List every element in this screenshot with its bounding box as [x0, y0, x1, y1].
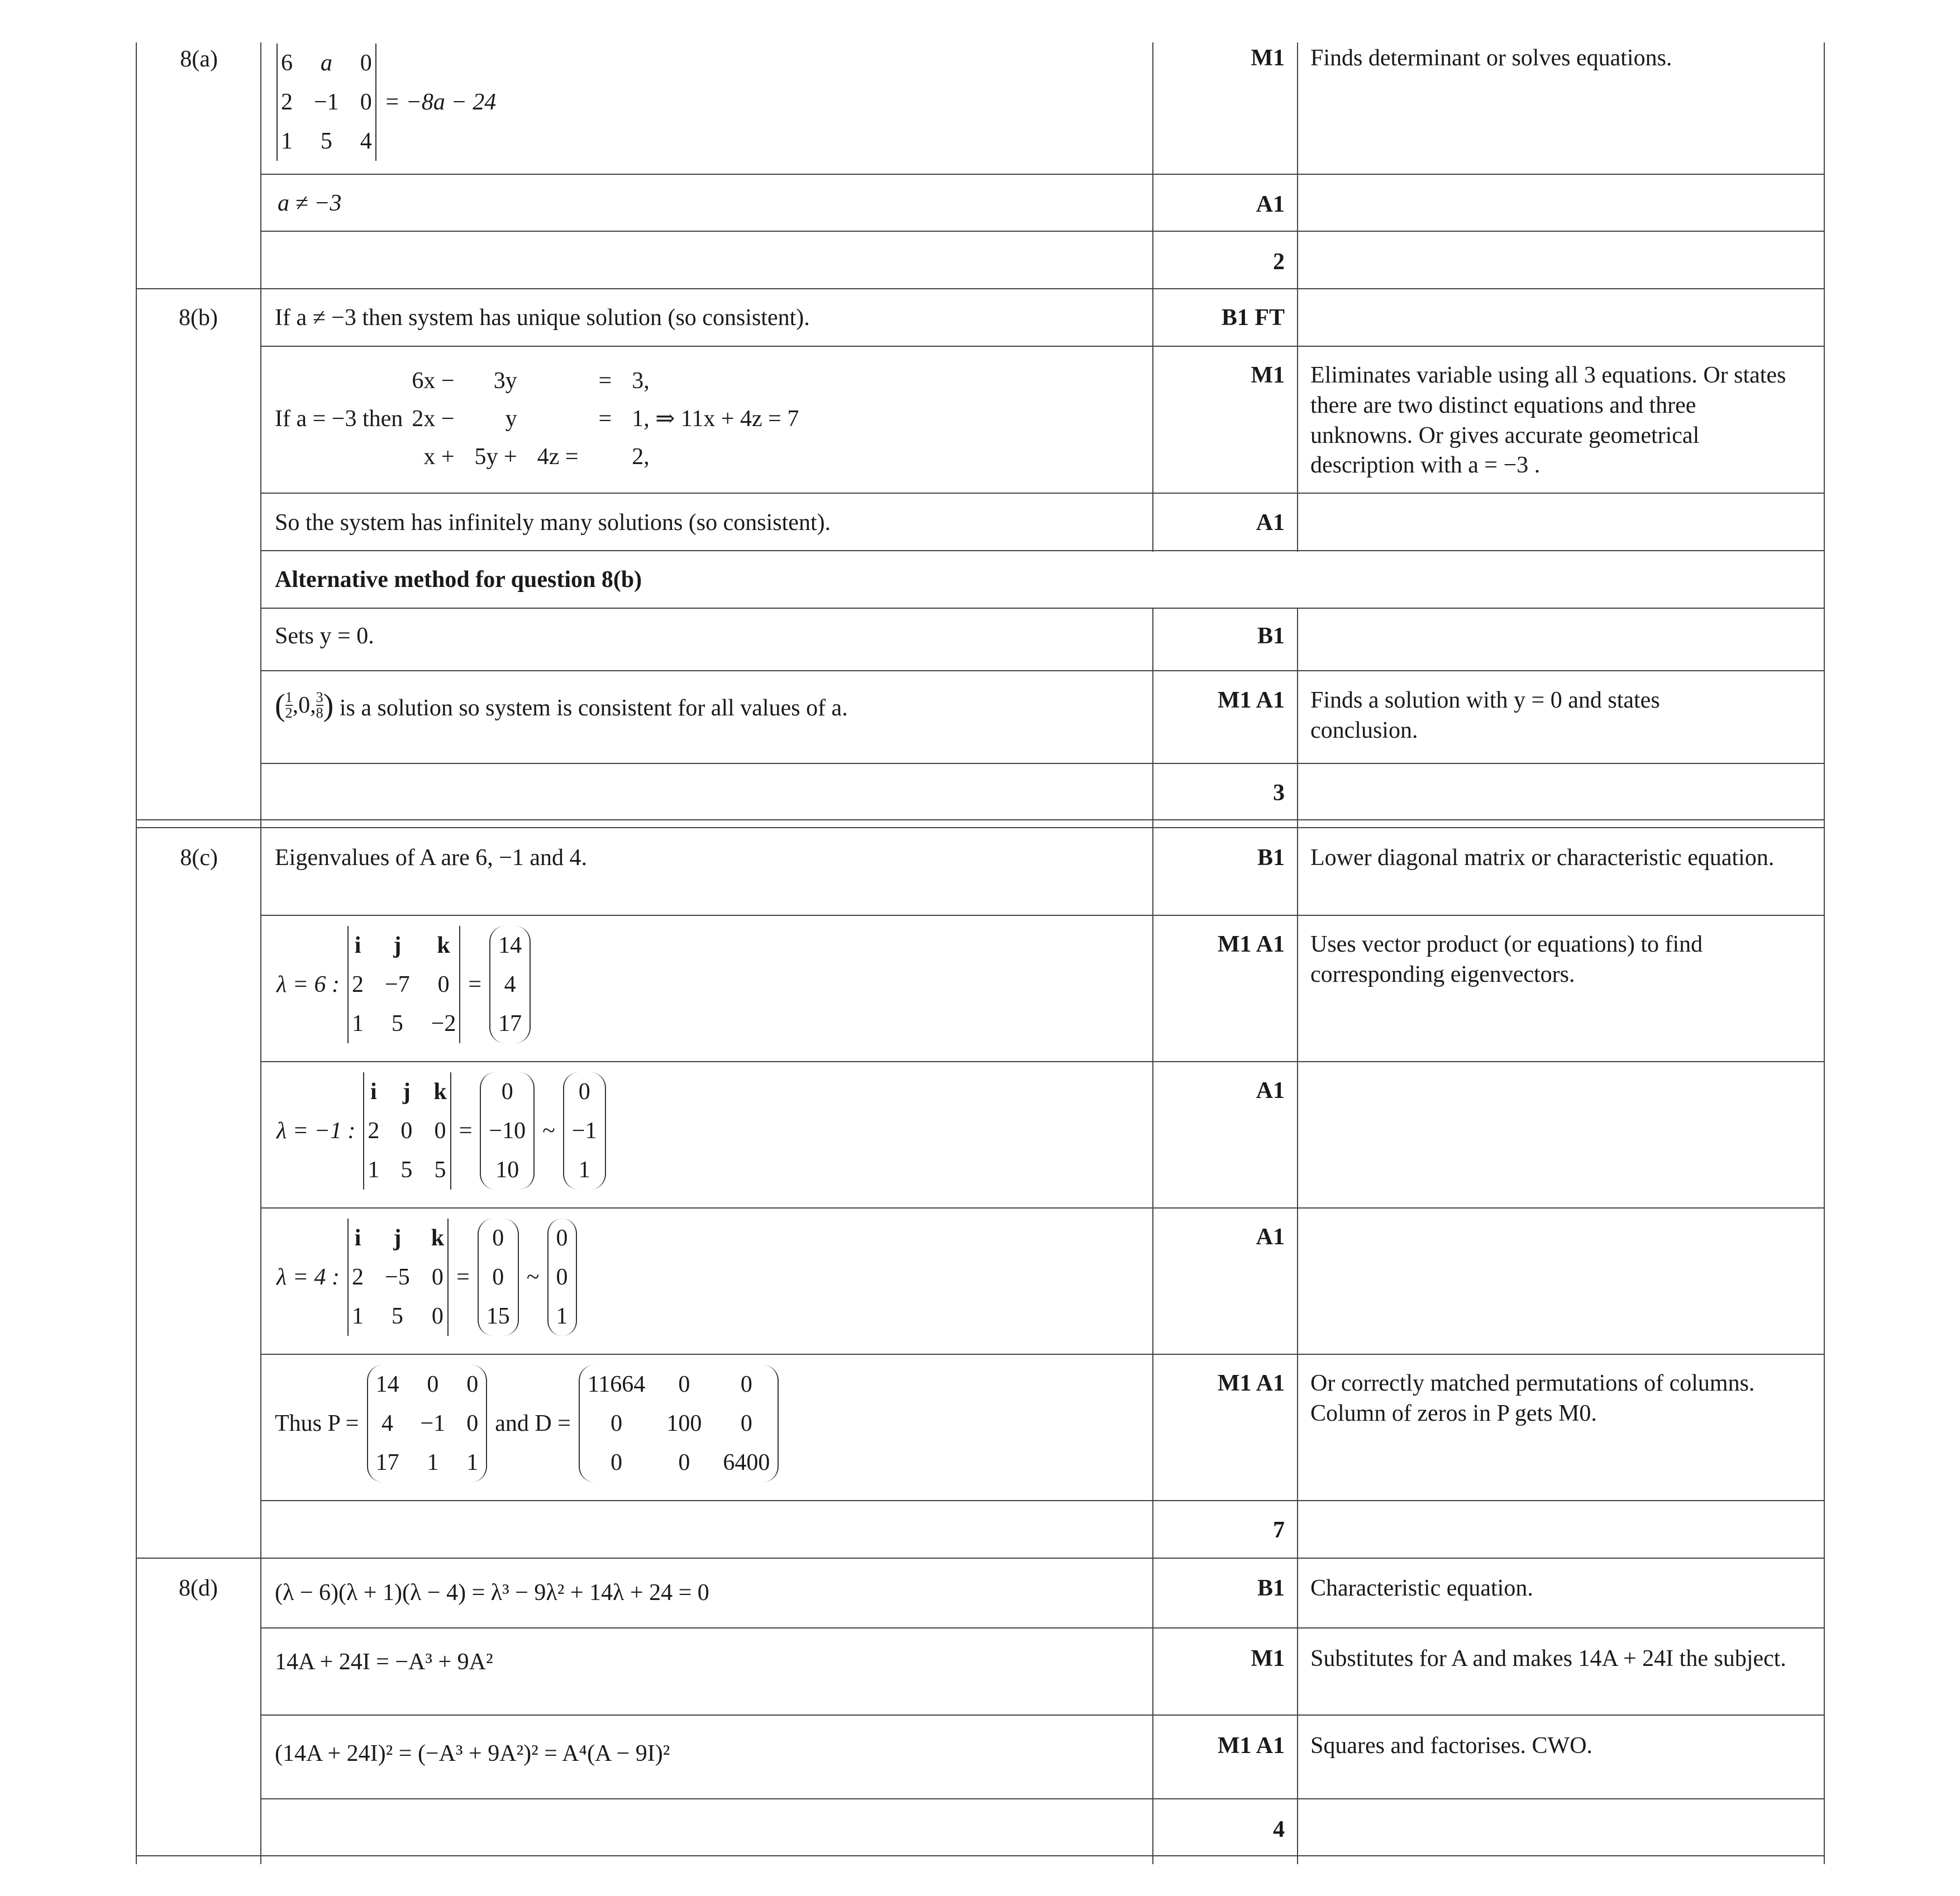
matrix-cell: 5: [320, 128, 332, 154]
matrix-cell: 100: [666, 1411, 702, 1436]
matrix-cell: 2: [352, 1264, 364, 1290]
matrix-cell: 4: [504, 972, 516, 997]
matrix-cell: 0: [431, 1264, 443, 1290]
matrix-cell: 1: [556, 1303, 568, 1329]
matrix-cell: 17: [498, 1011, 522, 1037]
eigenvector-column: [489, 926, 531, 1043]
mark: M1 A1: [1217, 932, 1285, 957]
determinant-expression: [276, 44, 496, 161]
matrix-cell: 1: [352, 1303, 364, 1329]
eigenvector-minus1: λ = −1 : i j k 2 0 0 1 5 5 = 0 −10 10 ~ 0 −1 1: [276, 1072, 606, 1190]
matrix-cell: 0: [578, 1079, 590, 1105]
matrix-cell: 5: [434, 1157, 446, 1183]
row-line: [260, 1207, 1825, 1209]
answer-line: ( $\frac{1}{2}$ ,0, $\frac{3}{8}$ ) is a solution so system is consistent for all values of a.: [275, 688, 848, 723]
matrix-cell: 1: [427, 1450, 439, 1475]
matrix-cell: 0: [434, 1118, 446, 1144]
matrix-cell: 0: [678, 1450, 690, 1475]
matrix-cell: 1: [281, 128, 293, 154]
matrix-cell: 0: [400, 1118, 413, 1144]
matrix-cell: 0: [492, 1264, 504, 1290]
matrix-cell: −1: [314, 89, 339, 115]
row-line: [260, 231, 1825, 232]
matrix-cell: j: [402, 1079, 411, 1105]
question-number: 8(a): [180, 46, 218, 72]
guidance: Eliminates variable using all 3 equations. Or states there are two distinct equations and three unknowns. Or gives accurate geometrical description with a = −3 .: [1310, 362, 1786, 479]
matrix-cell: k: [433, 1079, 447, 1105]
equation-term: [599, 438, 612, 476]
matrix-p: [367, 1365, 488, 1482]
question-separator-double-2: [136, 827, 1825, 828]
matrix-cell: k: [431, 1225, 445, 1251]
equation-grid: [412, 362, 799, 476]
matrix-cell: −1: [420, 1411, 446, 1436]
row-line: [260, 1354, 1825, 1355]
matrix-cell: 5: [391, 1303, 403, 1329]
equation-term: 6x −: [412, 368, 455, 394]
row-line: [260, 608, 1825, 609]
mark: A1: [1256, 1224, 1285, 1250]
matrix-cell: 0: [501, 1079, 513, 1105]
p-d-matrices: Thus P = 14 0 0 4 −1 0 17 1 1 and D = 11664 0 0 0 100 0 0 0 6400: [275, 1365, 779, 1482]
answer-line: Eigenvalues of A are 6, −1 and 4.: [275, 845, 588, 871]
alternative-method-heading: Alternative method for question 8(b): [275, 567, 642, 593]
determinant-result: = −8a − 24: [384, 89, 497, 115]
matrix-cell: j: [393, 933, 402, 958]
matrix-cell: 2: [352, 972, 364, 997]
answer-line: a ≠ −3: [278, 190, 342, 216]
equation-term: 2x −: [412, 406, 455, 432]
row-line: [260, 1061, 1825, 1062]
mark: M1: [1251, 1646, 1285, 1671]
answer-line: (λ − 6)(λ + 1)(λ − 4) = λ³ − 9λ² + 14λ + 24 = 0: [275, 1580, 709, 1606]
matrix-cell: 1: [466, 1450, 479, 1475]
determinant-8a: [276, 44, 376, 161]
mark-total: 4: [1273, 1817, 1285, 1842]
row-line: [260, 915, 1825, 916]
matrix-cell: 0: [360, 50, 372, 76]
row-line: [260, 1627, 1825, 1628]
equation-term: y: [505, 406, 517, 432]
equation-term: 5y +: [474, 444, 517, 470]
matrix-cell: 5: [391, 1011, 403, 1037]
eigenvector-4: λ = 4 : i j k 2 −5 0 1 5 0 = 0 0 15 ~ 0 0 1: [276, 1219, 577, 1336]
matrix-cell: 0: [437, 972, 450, 997]
matrix-cell: −10: [489, 1118, 526, 1144]
row-line: [260, 1714, 1825, 1716]
guidance: Or correctly matched permutations of columns. Column of zeros in P gets M0.: [1310, 1370, 1755, 1426]
equation-term: =: [598, 406, 612, 432]
matrix-cell: i: [354, 933, 361, 958]
eigenvector-simplified: [563, 1072, 606, 1190]
question-number: 8(b): [179, 305, 218, 331]
question-number: 8(d): [179, 1575, 218, 1601]
matrix-cell: 1: [578, 1157, 590, 1183]
equation-term: 3,: [632, 368, 650, 394]
answer-line: (14A + 24I)² = (−A³ + 9A²)² = A⁴(A − 9I)²: [275, 1741, 670, 1766]
mark: A1: [1256, 1078, 1285, 1104]
row-line: [260, 550, 1825, 551]
guidance: Uses vector product (or equations) to find corresponding eigenvectors.: [1310, 932, 1703, 987]
col-divider-marks-2: [1297, 608, 1298, 1864]
mark: B1: [1257, 1575, 1285, 1601]
matrix-cell: 15: [486, 1303, 510, 1329]
answer-line: If a ≠ −3 then system has unique solution (so consistent).: [275, 305, 810, 331]
equation-term: =: [598, 368, 612, 394]
eigenvector-6: λ = 6 : i j k 2 −7 0 1 5 −2 = 14 4 17: [276, 926, 531, 1043]
table-border-bottom: [136, 1855, 1825, 1856]
matrix-cell: 4: [381, 1411, 393, 1436]
matrix-cell: 1: [368, 1157, 380, 1183]
mark: B1: [1257, 623, 1285, 649]
matrix-cell: −7: [385, 972, 410, 997]
matrix-cell: 0: [556, 1225, 568, 1251]
matrix-cell: 10: [495, 1157, 519, 1183]
matrix-cell: 6400: [723, 1450, 770, 1475]
equation-term: 3y: [493, 368, 517, 394]
matrix-cell: 11664: [587, 1372, 646, 1397]
matrix-cell: 0: [431, 1303, 443, 1329]
matrix-cell: 14: [375, 1372, 399, 1397]
row-line: [260, 670, 1825, 671]
matrix-cell: 5: [400, 1157, 413, 1183]
equation-term: x +: [423, 444, 455, 470]
mark: M1 A1: [1217, 687, 1285, 713]
row-line: [260, 1798, 1825, 1799]
col-divider-answer-1: [1152, 42, 1153, 552]
row-line: [260, 346, 1825, 347]
guidance: Lower diagonal matrix or characteristic equation.: [1310, 845, 1775, 871]
mark: M1: [1251, 362, 1285, 388]
equation-term: [537, 400, 579, 438]
equation-term: [537, 362, 579, 400]
matrix-cell: 0: [427, 1372, 439, 1397]
equation-system: [275, 362, 799, 476]
guidance: Finds a solution with y = 0 and states conclusion.: [1310, 687, 1660, 743]
matrix-cell: −5: [385, 1264, 410, 1290]
matrix-cell: −2: [431, 1011, 456, 1037]
answer-line: So the system has infinitely many solutions (so consistent).: [275, 510, 831, 536]
matrix-cell: 2: [368, 1118, 380, 1144]
row-line: [260, 174, 1825, 175]
equation-prefix: If a = −3 then: [275, 405, 403, 432]
mark-total: 2: [1273, 249, 1285, 275]
matrix-cell: 0: [360, 89, 372, 115]
guidance: Characteristic equation.: [1310, 1575, 1533, 1601]
col-divider-marks-1: [1297, 42, 1298, 552]
mark: M1: [1251, 45, 1285, 71]
matrix-cell: 0: [466, 1372, 479, 1397]
matrix-cell: 17: [375, 1450, 399, 1475]
matrix-cell: 1: [352, 1011, 364, 1037]
equation-term: 2,: [632, 444, 650, 470]
question-separator: [136, 1558, 1825, 1559]
eigenvector-column: [480, 1072, 535, 1190]
matrix-cell: 6: [281, 50, 293, 76]
guidance: Substitutes for A and makes 14A + 24I the subject.: [1310, 1646, 1786, 1671]
equation-term: 1, ⇒ 11x + 4z = 7: [632, 406, 799, 432]
guidance: Finds determinant or solves equations.: [1310, 45, 1672, 71]
answer-line: 14A + 24I = −A³ + 9A²: [275, 1649, 493, 1675]
row-line: [260, 493, 1825, 494]
matrix-cell: −1: [571, 1118, 597, 1144]
matrix-cell: a: [320, 50, 332, 76]
mark-total: 3: [1273, 780, 1285, 806]
col-divider-answer-2: [1152, 608, 1153, 1864]
mark: B1 FT: [1221, 305, 1285, 331]
eigenvector-column: [478, 1219, 519, 1336]
equation-term: 4z =: [537, 444, 579, 470]
guidance: Squares and factorises. CWO.: [1310, 1733, 1593, 1759]
eigenvector-simplified: [547, 1219, 577, 1336]
col-divider-qnum: [260, 42, 261, 1864]
answer-line: Sets y = 0.: [275, 623, 374, 649]
matrix-cell: k: [437, 933, 450, 958]
mark: B1: [1257, 845, 1285, 871]
question-number: 8(c): [180, 845, 218, 871]
row-line: [260, 1500, 1825, 1501]
cross-product-determinant: [347, 1219, 449, 1336]
matrix-cell: 0: [492, 1225, 504, 1251]
matrix-cell: 0: [740, 1372, 752, 1397]
mark: A1: [1256, 510, 1285, 536]
cross-product-determinant: [363, 1072, 451, 1190]
matrix-cell: i: [370, 1079, 377, 1105]
matrix-cell: 0: [611, 1411, 623, 1436]
question-separator-double-1: [136, 819, 1825, 820]
matrix-cell: 14: [498, 933, 522, 958]
mark: M1 A1: [1217, 1370, 1285, 1396]
matrix-d: [579, 1365, 779, 1482]
table-border-right: [1824, 42, 1825, 1864]
mark: A1: [1256, 192, 1285, 217]
cross-product-determinant: [347, 926, 460, 1043]
matrix-cell: j: [393, 1225, 402, 1251]
matrix-cell: 2: [281, 89, 293, 115]
matrix-cell: 4: [360, 128, 372, 154]
matrix-cell: 0: [556, 1264, 568, 1290]
matrix-cell: 0: [611, 1450, 623, 1475]
question-separator: [136, 288, 1825, 289]
matrix-cell: i: [354, 1225, 361, 1251]
mark-total: 7: [1273, 1517, 1285, 1543]
matrix-cell: 0: [466, 1411, 479, 1436]
matrix-cell: 0: [740, 1411, 752, 1436]
mark: M1 A1: [1217, 1733, 1285, 1759]
matrix-cell: 0: [678, 1372, 690, 1397]
row-line: [260, 763, 1825, 764]
